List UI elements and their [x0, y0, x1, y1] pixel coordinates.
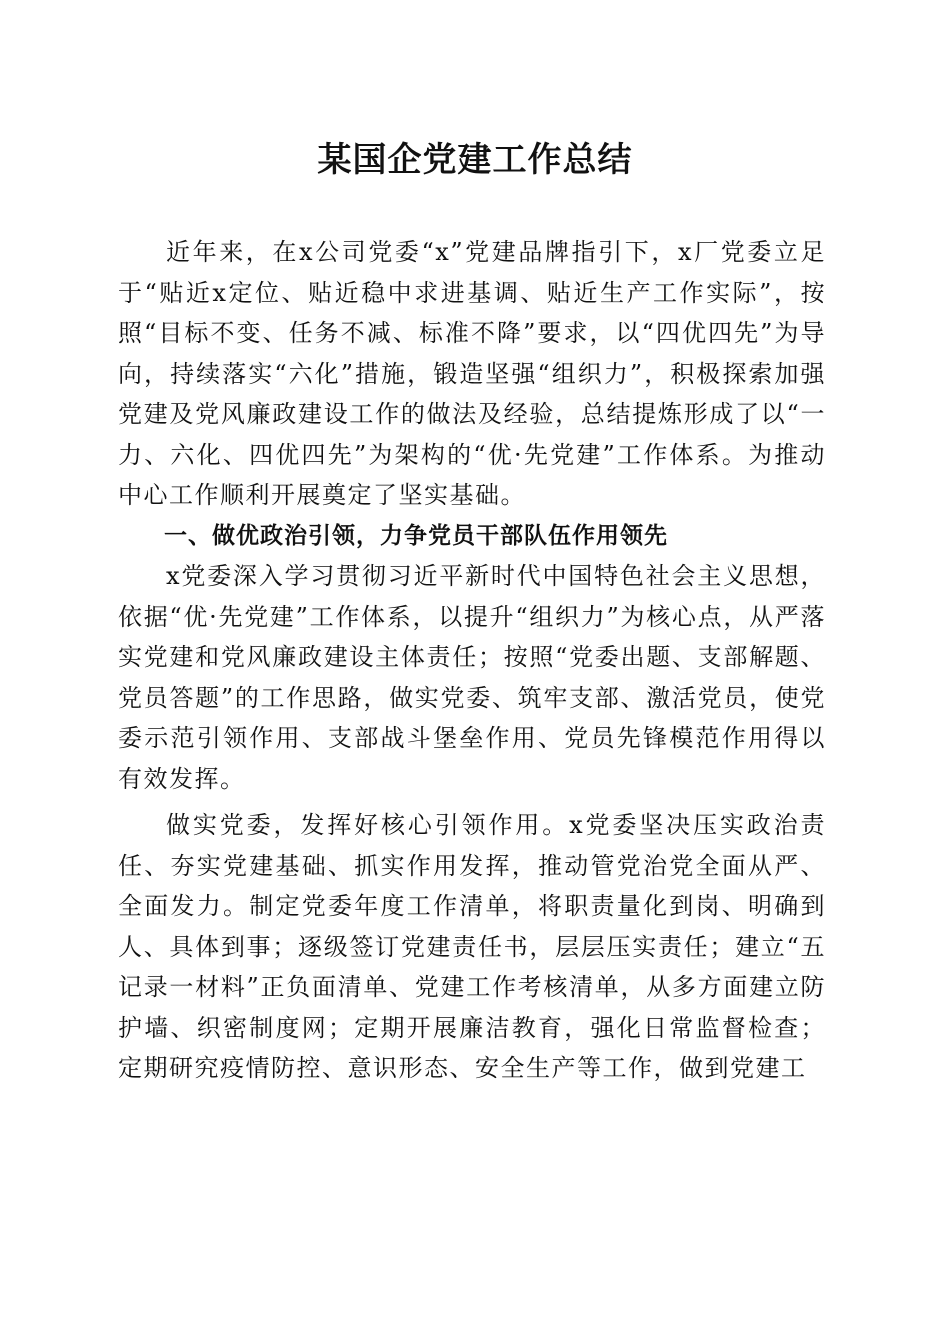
section-1-paragraph-2: 做实党委，发挥好核心引领作用。x党委坚决压实政治责任、夯实党建基础、抓实作用发挥，推动管党治党全面从严、全面发力。制定党委年度工作清单，将职责量化到岗、明确到人、具体到事；逐级签订党建责任书，层层压实责任；建立“五记录一材料”正负面清单、党建工作考核清单，从多方面建立防护墙、织密制度网；定期开展廉洁教育，强化日常监督检查；定期研究疫情防控、意识形态、安全生产等工作，做到党建工: [118, 811, 826, 1082]
document-title: 某国企党建工作总结: [317, 140, 633, 180]
section-1-heading: 一、做优政治引领，力争党员干部队伍作用领先: [164, 522, 668, 549]
section-1-paragraph-1: x党委深入学习贯彻习近平新时代中国特色社会主义思想，依据“优·先党建”工作体系，以提升“组织力”为核心点，从严落实党建和党风廉政建设主体责任；按照“党委出题、支部解题、党员答题”的工作思路，做实党委、筑牢支部、激活党员，使党委示范引领作用、支部战斗堡垒作用、党员先锋模范作用得以有效发挥。: [118, 562, 826, 793]
document-body: [118, 232, 826, 1089]
intro-paragraph: 近年来，在x公司党委“x”党建品牌指引下，x厂党委立足于“贴近x定位、贴近稳中求进基调、贴近生产工作实际”，按照“目标不变、任务不减、标准不降”要求，以“四优四先”为导向，持续落实“六化”措施，锻造坚强“组织力”，积极探索加强党建及党风廉政建设工作的做法及经验，总结提炼形成了以“一力、六化、四优四先”为架构的“优·先党建”工作体系。为推动中心工作顺利开展奠定了坚实基础。: [118, 238, 826, 509]
